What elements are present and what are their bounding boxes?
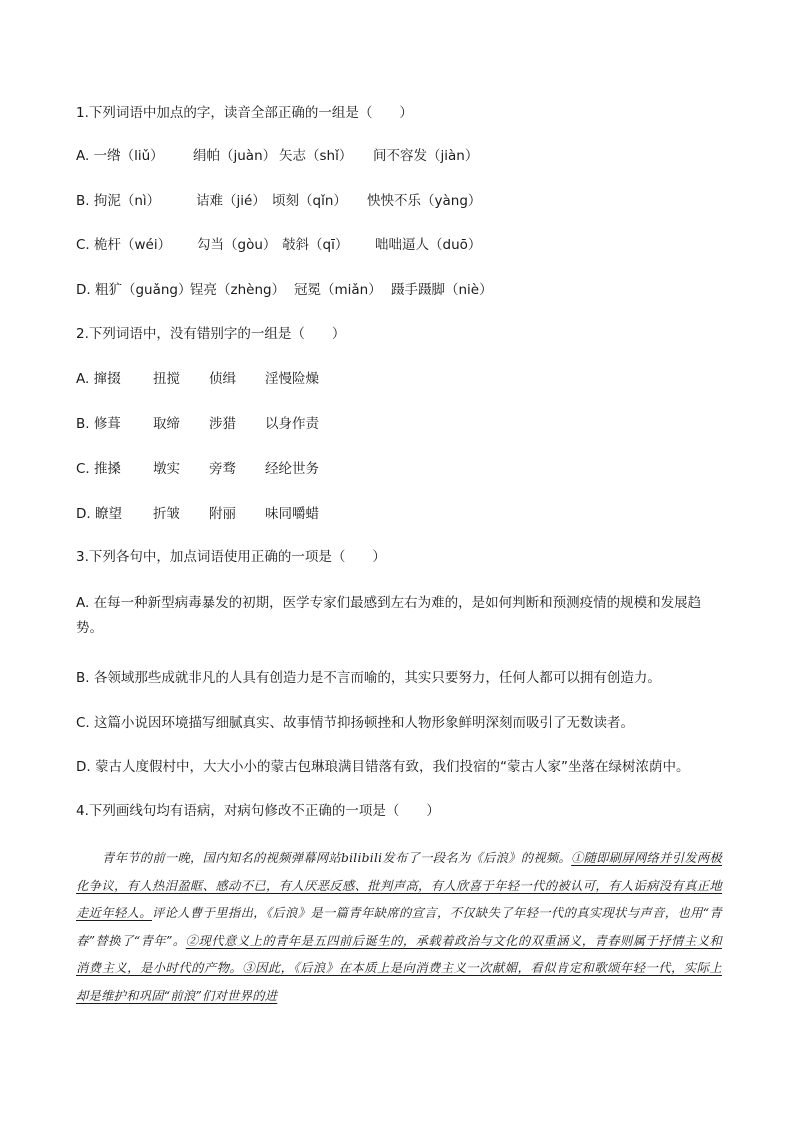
q3-option-b[interactable]: B. 各领域那些成就非凡的人具有创造力是不言而喻的，其实只要努力，任何人都可以拥有创造力。 — [76, 670, 661, 686]
q2-option-d[interactable] — [76, 504, 476, 524]
q1-option-d[interactable] — [76, 280, 726, 300]
q1-c-item-4: 咄咄逼人（duō） — [375, 237, 482, 253]
q1-c-item-3: 攲斜（qī） — [282, 237, 349, 253]
q3-option-a[interactable]: A. 在每一种新型病毒暴发的初期，医学专家们最感到左右为难的，是如何判断和预测疫情的规模和发展趋势。 — [76, 595, 702, 636]
q1-c-item-2: 勾当（gòu） — [197, 237, 277, 253]
q1-d-item-2: 锃亮（zhèng） — [190, 282, 286, 298]
q2-a-item-1: A. 撺掇 — [76, 371, 121, 387]
q2-d-item-1: D. 瞭望 — [76, 506, 122, 522]
q1-b-item-3: 顷刻（qǐn） — [272, 193, 347, 209]
q1-b-item-4: 怏怏不乐（yàng） — [367, 193, 482, 209]
q2-b-item-2: 取缔 — [153, 416, 180, 432]
underlined-sentence-1: ①随即刷屏网络并引发两极化争议，有人热泪盈眶、感动不已，有人厌恶反感、批判声高，有人欣喜于年轻一代的被认可，有人诟病没有真正地走近年轻人。 — [76, 851, 722, 920]
q1-d-item-3: 冠冕（miǎn） — [294, 282, 382, 298]
q1-a-item-1: A. 一绺（liǔ） — [76, 148, 164, 164]
q2-b-item-3: 涉猎 — [209, 416, 236, 432]
q1-b-item-1: B. 拘泥（nì） — [76, 193, 161, 209]
q2-c-item-1: C. 推搡 — [76, 461, 122, 477]
q2-d-item-4: 味同嚼蜡 — [265, 506, 319, 522]
q1-d-item-4: 蹑手蹑脚（niè） — [391, 282, 493, 298]
passage-intro: 青年节的前一晚，国内知名的视频弹幕网站bilibili发布了一段名为《后浪》的视频。 — [102, 851, 572, 865]
q1-stem: 1.下列词语中加点的字，读音全部正确的一组是（ ） — [76, 105, 413, 121]
q1-option-c[interactable] — [76, 235, 726, 255]
q2-d-item-3: 附丽 — [209, 506, 236, 522]
q3-stem: 3.下列各句中，加点词语使用正确的一项是（ ） — [76, 549, 386, 565]
q2-stem: 2.下列词语中，没有错别字的一组是（ ） — [76, 326, 346, 342]
q2-a-item-4: 淫慢险燥 — [265, 371, 319, 387]
q2-b-item-4: 以身作责 — [265, 416, 319, 432]
q1-a-item-4: 间不容发（jiàn） — [373, 148, 479, 164]
q2-a-item-2: 扭搅 — [153, 371, 180, 387]
q1-b-item-2: 诘难（jié） — [196, 193, 266, 209]
q2-option-a[interactable] — [76, 369, 476, 389]
underlined-sentence-2: ②现代意义上的青年是五四前后诞生的，承载着政治与文化的双重涵义，青春则属于抒情主义和消费主义，是小时代的产物。 — [76, 933, 722, 975]
underlined-sentence-3: ③因此，《后浪》在本质上是向消费主义一次献媚，看似肯定和歌颂年轻一代，实际上却是维护和巩固“前浪”们对世界的进 — [76, 961, 722, 1003]
q1-a-item-3: 矢志（shǐ） — [279, 148, 353, 164]
q3-option-c[interactable]: C. 这篇小说因环境描写细腻真实、故事情节抑扬顿挫和人物形象鲜明深刻而吸引了无数读者。 — [76, 715, 635, 731]
q2-c-item-2: 墩实 — [153, 461, 180, 477]
q1-c-item-1: C. 桅杆（wéi） — [76, 237, 172, 253]
q2-c-item-3: 旁骛 — [209, 461, 236, 477]
q3-option-d[interactable]: D. 蒙古人度假村中，大大小小的蒙古包琳琅满目错落有致，我们投宿的“蒙古人家”坐落在绿树浓荫中。 — [76, 759, 690, 775]
q1-option-b[interactable] — [76, 191, 726, 211]
q2-d-item-2: 折皱 — [153, 506, 180, 522]
q2-c-item-4: 经纶世务 — [265, 461, 319, 477]
passage-middle: 评论人曹于里指出，《后浪》是一篇青年缺席的宣言，不仅缺失了年轻一代的真实现状与声音，也用“青春”替换了“青年”。 — [76, 906, 722, 948]
q1-d-item-1: D. 粗犷（guǎng） — [76, 282, 192, 298]
q1-a-item-2: 绢帕（juàn） — [193, 148, 277, 164]
q4-passage — [76, 845, 722, 1010]
q4-stem: 4.下列画线句均有语病，对病句修改不正确的一项是（ ） — [76, 803, 440, 819]
q2-option-b[interactable] — [76, 414, 476, 434]
q1-option-a[interactable] — [76, 146, 726, 166]
q2-a-item-3: 侦缉 — [209, 371, 236, 387]
q2-option-c[interactable] — [76, 459, 476, 479]
q2-b-item-1: B. 修葺 — [76, 416, 121, 432]
